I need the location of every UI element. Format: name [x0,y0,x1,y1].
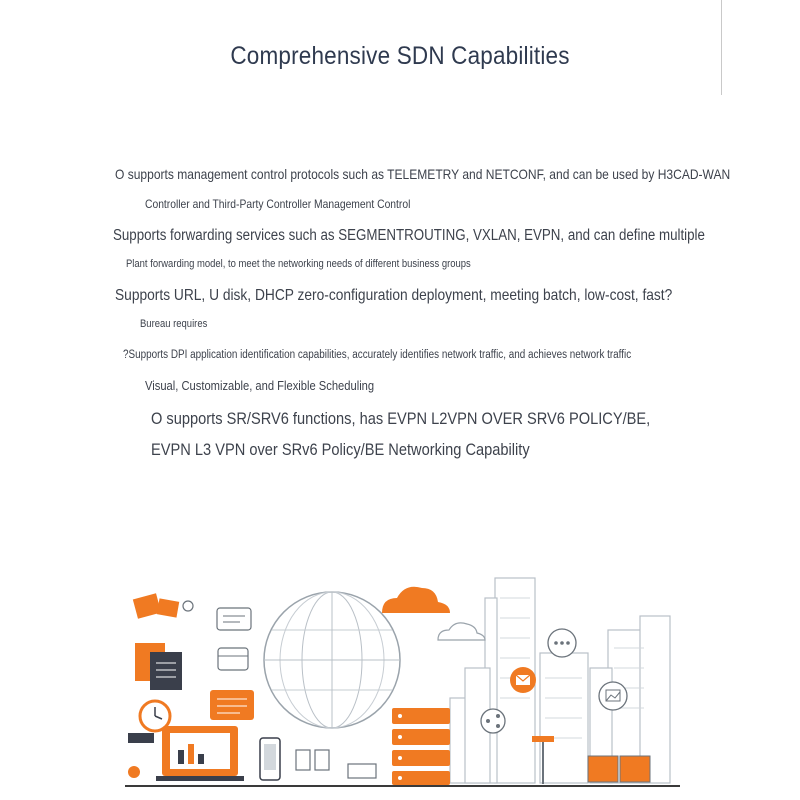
feature-line: O supports SR/SRV6 functions, has EVPN L2VPN OVER SRV6 POLICY/BE, [151,409,651,428]
chat-icon [548,629,576,657]
image-icon [599,682,627,710]
cloud-icon [382,587,450,613]
feature-line: O supports management control protocols such as TELEMETRY and NETCONF, and can be used by H3CAD-WAN [115,166,731,182]
network-illustration [120,568,690,790]
feature-line: Plant forwarding model, to meet the networking needs of different business groups [126,258,471,270]
device-icons [296,750,376,778]
page-title: Comprehensive SDN Capabilities [230,42,570,70]
cloud-icon [438,623,485,640]
server-icon [392,708,450,785]
feature-line: Bureau requires [140,318,208,330]
basket-icon [218,648,248,670]
feature-line: Controller and Third-Party Controller Management Control [145,197,411,211]
globe-icon [264,592,400,728]
feature-line: Visual, Customizable, and Flexible Scheduling [145,378,375,393]
feature-line: ?Supports DPI application identification capabilities, accurately identifies network traffic, and achieves network traffic [123,349,632,361]
document-icon [133,593,193,619]
document-icon [210,690,254,720]
feature-line: Supports URL, U disk, DHCP zero-configuration deployment, meeting batch, low-cost, fast? [115,287,673,304]
mail-icon [510,667,536,693]
document-icon [135,643,182,690]
chat-icon [217,608,251,630]
pen-tool [128,733,154,778]
share-icon [481,709,505,733]
laptop-icon [156,726,244,781]
feature-line: EVPN L3 VPN over SRv6 Policy/BE Networking Capability [151,440,530,459]
city-buildings [450,578,670,783]
phone-icon [260,738,280,780]
feature-line: Supports forwarding services such as SEGMENTROUTING, VXLAN, EVPN, and can define multiple [113,227,705,244]
